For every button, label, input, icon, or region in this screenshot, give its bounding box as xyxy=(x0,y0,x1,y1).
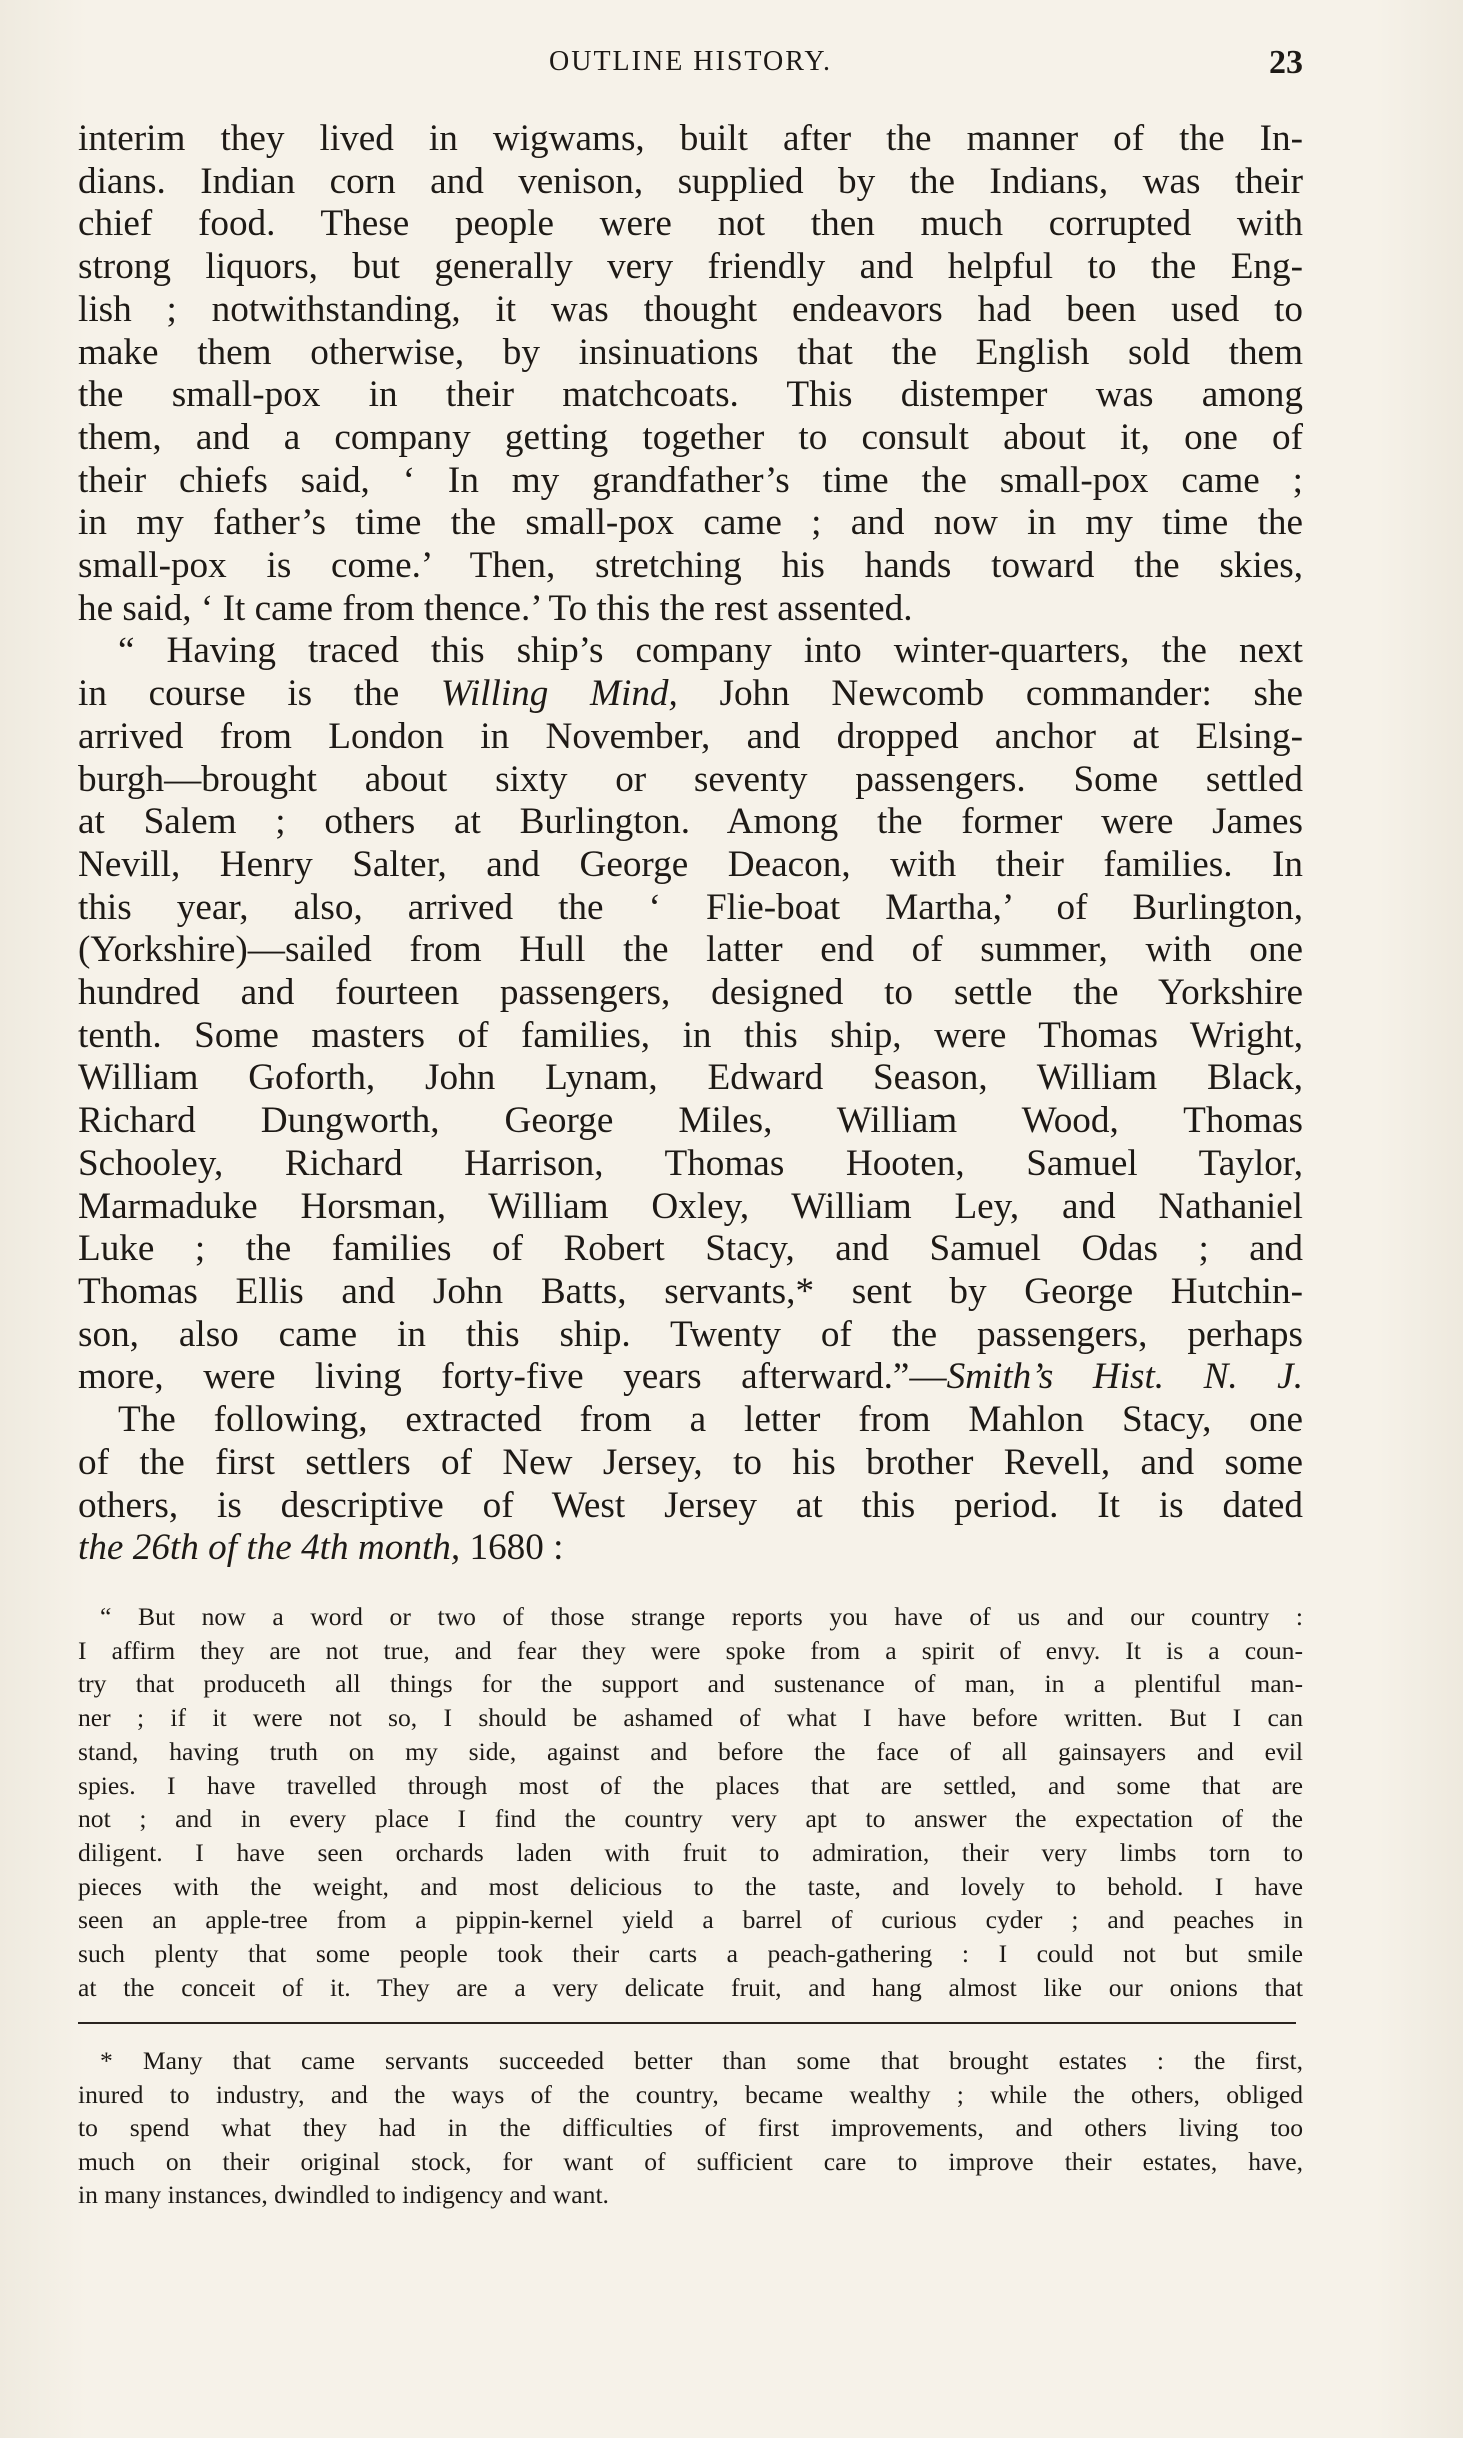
main-text xyxy=(78,118,1303,1570)
quote-line: diligent. I have seen orchards laden with fruit to admiration, their very limbs torn to xyxy=(78,1837,1303,1867)
text-line xyxy=(78,1527,1303,1570)
footnote-rule xyxy=(78,2022,1296,2024)
text-span: John Newcomb commander: she xyxy=(719,673,1304,715)
letter-year: 1680 : xyxy=(469,1527,564,1569)
footnote xyxy=(78,2044,1303,2212)
text-line: (Yorkshire)—sailed from Hull the latter end of summer, with one xyxy=(78,929,1303,971)
quote-line: pieces with the weight, and most delicious to the taste, and lovely to behold. I have xyxy=(78,1871,1303,1901)
quote-line: spies. I have travelled through most of the places that are settled, and some that are xyxy=(78,1770,1303,1800)
quote-line: ner ; if it were not so, I should be ashamed of what I have before written. But I can xyxy=(78,1703,1303,1733)
footnote-line: * Many that came servants succeeded better than some that brought estates : the first, xyxy=(100,2046,1303,2075)
block-quote xyxy=(78,1600,1303,2004)
quote-line: I affirm they are not true, and fear they were spoke from a spirit of envy. It is a coun- xyxy=(78,1635,1303,1665)
text-line: William Goforth, John Lynam, Edward Season, William Black, xyxy=(78,1057,1303,1099)
quote-line: “ But now a word or two of those strange reports you have of us and our country : xyxy=(100,1602,1303,1631)
text-line: in my father’s time the small-pox came ; and now in my time the xyxy=(78,502,1303,544)
footnote-line: in many instances, dwindled to indigency and want. xyxy=(78,2180,609,2209)
text-line: this year, also, arrived the ‘ Flie-boat Martha,’ of Burlington, xyxy=(78,886,1303,928)
text-line: The following, extracted from a letter from Mahlon Stacy, one xyxy=(118,1399,1303,1441)
text-line: strong liquors, but generally very friendly and helpful to the Eng- xyxy=(78,246,1303,288)
text-line: burgh—brought about sixty or seventy passengers. Some settled xyxy=(78,758,1303,800)
text-line: hundred and fourteen passengers, designed to settle the Yorkshire xyxy=(78,972,1303,1014)
text-line: Thomas Ellis and John Batts, servants,* sent by George Hutchin- xyxy=(78,1270,1303,1312)
text-line: interim they lived in wigwams, built after the manner of the In- xyxy=(78,118,1303,159)
text-line: tenth. Some masters of families, in this ship, were Thomas Wright, xyxy=(78,1014,1303,1056)
text-line: son, also came in this ship. Twenty of the passengers, perhaps xyxy=(78,1313,1303,1355)
quote-line: not ; and in every place I find the country very apt to answer the expectation of the xyxy=(78,1804,1303,1834)
running-title: OUTLINE HISTORY. xyxy=(549,46,832,77)
text-line: Schooley, Richard Harrison, Thomas Hooten, Samuel Taylor, xyxy=(78,1142,1303,1184)
text-line: dians. Indian corn and venison, supplied by the Indians, was their xyxy=(78,160,1303,202)
footnote-line: to spend what they had in the difficulties of first improvements, and others living too xyxy=(78,2113,1303,2142)
text-line: them, and a company getting together to consult about it, one of xyxy=(78,416,1303,458)
text-span: in course is the xyxy=(78,673,400,715)
quote-line: seen an apple-tree from a pippin-kernel yield a barrel of curious cyder ; and peaches in xyxy=(78,1905,1303,1935)
footnote-line: inured to industry, and the ways of the country, became wealthy ; while the others, obliged xyxy=(78,2079,1303,2109)
text-line: “ Having traced this ship’s company into winter-quarters, the next xyxy=(118,630,1303,672)
text-line: others, is descriptive of West Jersey at this period. It is dated xyxy=(78,1484,1303,1526)
text-line: chief food. These people were not then much corrupted with xyxy=(78,203,1303,245)
text-span: more, were living forty-five years afterward.”— xyxy=(78,1356,947,1398)
text-line: at Salem ; others at Burlington. Among the former were James xyxy=(78,801,1303,843)
text-line: Luke ; the families of Robert Stacy, and Samuel Odas ; and xyxy=(78,1228,1303,1270)
quote-line: at the conceit of it. They are a very delicate fruit, and hang almost like our onions that xyxy=(78,1972,1303,2002)
text-line: lish ; notwithstanding, it was thought endeavors had been used to xyxy=(78,288,1303,330)
text-line: of the first settlers of New Jersey, to his brother Revell, and some xyxy=(78,1441,1303,1483)
text-line xyxy=(78,673,1303,716)
text-line xyxy=(78,1356,1303,1399)
page-header xyxy=(78,46,1303,92)
text-line: Marmaduke Horsman, William Oxley, William Ley, and Nathaniel xyxy=(78,1185,1303,1227)
text-line: small-pox is come.’ Then, stretching his hands toward the skies, xyxy=(78,545,1303,587)
text-line: the small-pox in their matchcoats. This distemper was among xyxy=(78,374,1303,416)
ship-name: Willing Mind, xyxy=(440,673,678,715)
quote-line: try that produceth all things for the support and sustenance of man, in a plentiful man- xyxy=(78,1669,1303,1699)
text-line: he said, ‘ It came from thence.’ To this the rest assented. xyxy=(78,587,913,629)
citation: Smith’s Hist. N. J. xyxy=(946,1356,1303,1398)
letter-date: the 26th of the 4th month, xyxy=(78,1527,461,1569)
text-line: make them otherwise, by insinuations that the English sold them xyxy=(78,331,1303,373)
text-line: Nevill, Henry Salter, and George Deacon, with their families. In xyxy=(78,843,1303,885)
text-line: their chiefs said, ‘ In my grandfather’s time the small-pox came ; xyxy=(78,459,1303,501)
text-line: Richard Dungworth, George Miles, William Wood, Thomas xyxy=(78,1100,1303,1142)
footnote-line: much on their original stock, for want of sufficient care to improve their estates, have, xyxy=(78,2146,1303,2176)
text-line: arrived from London in November, and dropped anchor at Elsing- xyxy=(78,715,1303,757)
quote-line: stand, having truth on my side, against and before the face of all gainsayers and evil xyxy=(78,1736,1303,1766)
quote-line: such plenty that some people took their carts a peach-gathering : I could not but smile xyxy=(78,1939,1303,1969)
page-number: 23 xyxy=(1269,44,1303,81)
